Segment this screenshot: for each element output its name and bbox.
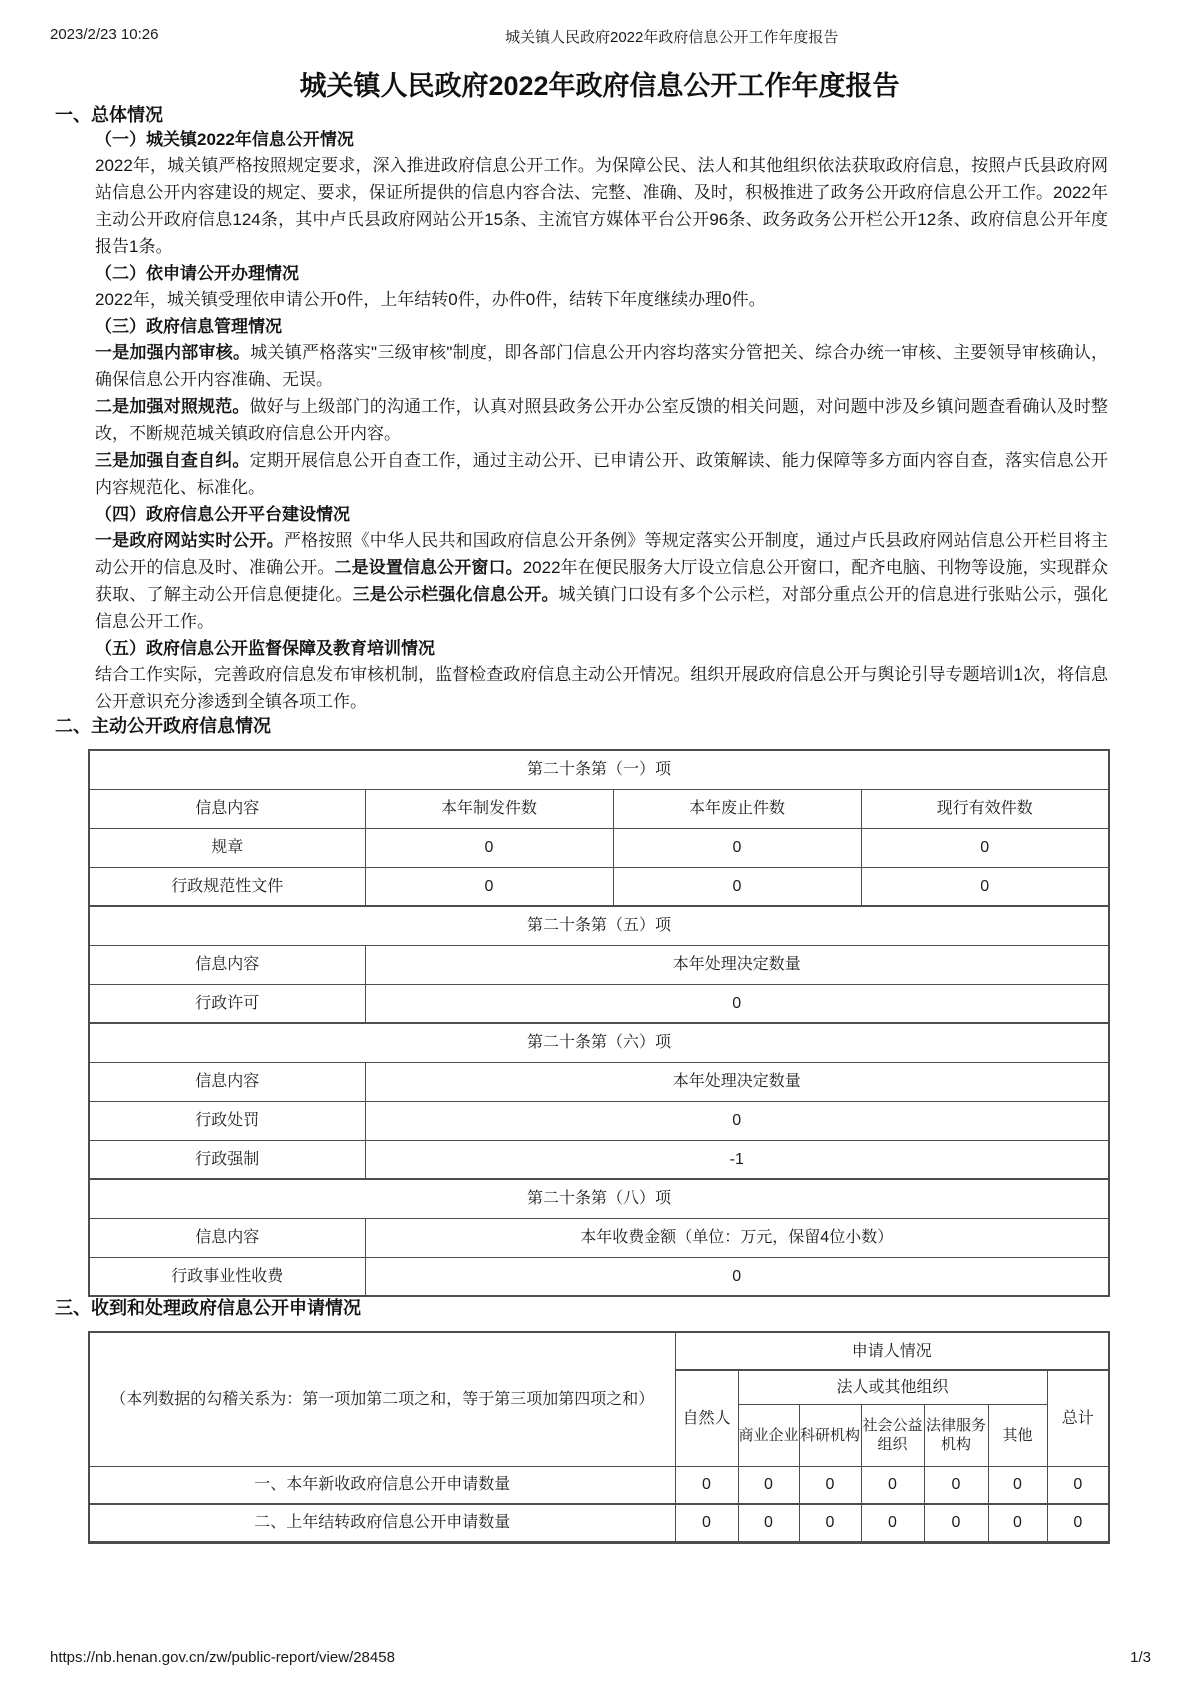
subsection-1-5-heading: （五）政府信息公开监督保障及教育培训情况 [95,639,435,658]
org-column-header-cell: 社会公益组织 [861,1404,924,1466]
row-label-cell: 一、本年新收政府信息公开申请数量 [89,1466,675,1504]
value-cell: 0 [861,1466,924,1504]
lead-in-window: 二是设置信息公开窗口。 [334,558,523,577]
table-row-group-title [89,906,1109,945]
column-header-cell: 本年处理决定数量 [365,1062,1109,1101]
lead-in-bulletin: 三是公示栏强化信息公开。 [352,585,559,604]
print-datetime: 2023/2/23 10:26 [50,26,159,43]
subsection-1-3-heading: （三）政府信息管理情况 [95,317,282,336]
subsection-1-4-heading: （四）政府信息公开平台建设情况 [95,505,350,524]
table-row [89,984,1109,1023]
row-label-cell: 行政强制 [89,1140,365,1179]
table-row [89,1466,1109,1504]
section-2-heading: 二、主动公开政府信息情况 [55,716,271,736]
paragraph-text: 城关镇严格落实"三级审核"制度，即各部门信息公开内容均落实分管把关、综合办统一审核、主要领导审核确认，确保信息公开内容准确、无误。 [95,343,1108,389]
table-row [89,1101,1109,1140]
paragraph-text: 2022年在便民服务大厅设立信息公开窗口，配齐电脑、刊物等设施，实现群众获取、了解主动公开信息便捷化。 [95,558,1109,604]
subsection-1-1-heading: （一）城关镇2022年信息公开情况 [95,130,354,149]
value-cell: 0 [1047,1466,1109,1504]
subsection-1-2-paragraph: 2022年，城关镇受理依申请公开0件，上年结转0件，办件0件，结转下年度继续办理0件。 [95,290,766,309]
subsection-1-2-heading: （二）依申请公开办理情况 [95,264,299,283]
subsection-1-1-paragraph: 2022年，城关镇严格按照规定要求，深入推进政府信息公开工作。为保障公民、法人和其他组织依法获取政府信息，按照卢氏县政府网站信息公开内容建设的规定、要求，保证所提供的信息内容合法、完整、准确、及时，积极推进了政务公开政府信息公开工作。2022年主动公开政府信息124条，其中卢氏县政府网站公开15条、主流官方媒体平台公开96条、政务政务公开栏公开12条、政府信息公开年度报告1条。 [95,156,1108,256]
column-header-cell: 现行有效件数 [861,789,1109,828]
print-header [50,26,1149,46]
org-column-header-cell: 商业企业 [738,1404,799,1466]
value-cell: 0 [675,1466,738,1504]
value-cell: 0 [1047,1504,1109,1542]
section-1-heading: 一、总体情况 [55,105,163,125]
table-row [89,867,1109,906]
value-cell: 0 [799,1466,861,1504]
table-row-header [89,789,1109,828]
subsection-1-4-paragraph [95,527,1108,635]
print-footer [50,1649,1151,1666]
value-cell: 0 [365,828,613,867]
table-row-header [89,1062,1109,1101]
table-row-group-title [89,750,1109,789]
group-title-cell: 第二十条第（六）项 [89,1023,1109,1062]
row-label-cell: 行政处罚 [89,1101,365,1140]
row-label-cell: 行政许可 [89,984,365,1023]
group-title-cell: 第二十条第（八）项 [89,1179,1109,1218]
org-column-header-cell: 法律服务机构 [924,1404,988,1466]
value-cell: 0 [613,867,861,906]
value-cell: 0 [365,867,613,906]
value-cell: -1 [365,1140,1109,1179]
value-cell: 0 [738,1466,799,1504]
document-content [0,104,1199,1544]
paragraph-text: 定期开展信息公开自查工作，通过主动公开、已申请公开、政策解读、能力保障等多方面内容自查，落实信息公开内容规范化、标准化。 [95,451,1109,497]
org-column-header-cell: 其他 [988,1404,1047,1466]
active-disclosure-table [88,749,1110,1297]
table-row [89,1257,1109,1296]
value-cell: 0 [738,1504,799,1542]
column-header-cell: 本年废止件数 [613,789,861,828]
subsection-1-3-paragraph-3 [95,447,1108,501]
value-cell: 0 [861,1504,924,1542]
print-doc-title: 城关镇人民政府2022年政府信息公开工作年度报告 [505,29,839,46]
section-1-body [95,128,1108,715]
table-row-header [89,1332,1109,1370]
value-cell: 0 [988,1504,1047,1542]
row-label-cell: 行政规范性文件 [89,867,365,906]
subsection-1-5-paragraph: 结合工作实际，完善政府信息发布审核机制，监督检查政府信息主动公开情况。组织开展政府信息公开与舆论引导专题培训1次，将信息公开意识充分渗透到全镇各项工作。 [95,665,1108,711]
org-column-header-cell: 科研机构 [799,1404,861,1466]
table-row-group-title [89,1179,1109,1218]
value-cell: 0 [988,1466,1047,1504]
table-row-group-title [89,1023,1109,1062]
applications-table [88,1331,1110,1544]
value-cell: 0 [675,1504,738,1542]
value-cell: 0 [924,1504,988,1542]
applicant-header-cell: 申请人情况 [675,1332,1109,1370]
value-cell: 0 [365,1101,1109,1140]
group-title-cell: 第二十条第（一）项 [89,750,1109,789]
subsection-1-3-paragraph-1 [95,339,1108,393]
table-row [89,1140,1109,1179]
column-header-cell: 信息内容 [89,1218,365,1257]
group-title-cell: 第二十条第（五）项 [89,906,1109,945]
column-header-cell: 本年制发件数 [365,789,613,828]
legal-org-header-cell: 法人或其他组织 [738,1370,1047,1404]
value-cell: 0 [924,1466,988,1504]
table-row-header [89,945,1109,984]
column-header-cell: 信息内容 [89,1062,365,1101]
value-cell: 0 [861,867,1109,906]
table-row [89,828,1109,867]
total-header-cell: 总计 [1047,1370,1109,1466]
lead-in-internal-review: 一是加强内部审核。 [95,343,251,362]
page-number: 1/3 [1130,1649,1151,1666]
lead-in-benchmark: 二是加强对照规范。 [95,397,250,416]
page-title: 城关镇人民政府2022年政府信息公开工作年度报告 [299,71,900,101]
value-cell: 0 [365,1257,1109,1296]
value-cell: 0 [365,984,1109,1023]
lead-in-website: 一是政府网站实时公开。 [95,531,284,550]
column-header-cell: 信息内容 [89,789,365,828]
lead-in-self-check: 三是加强自查自纠。 [95,451,250,470]
value-cell: 0 [799,1504,861,1542]
subsection-1-3-paragraph-2 [95,393,1108,447]
table-row [89,1504,1109,1542]
section-3-heading: 三、收到和处理政府信息公开申请情况 [55,1298,361,1318]
paragraph-text: 做好与上级部门的沟通工作，认真对照县政务公开办公室反馈的相关问题，对问题中涉及乡镇问题查看确认及时整改，不断规范城关镇政府信息公开内容。 [95,397,1109,443]
value-cell: 0 [861,828,1109,867]
column-header-cell: 本年收费金额（单位：万元，保留4位小数） [365,1218,1109,1257]
column-header-cell: 本年处理决定数量 [365,945,1109,984]
row-label-cell: 二、上年结转政府信息公开申请数量 [89,1504,675,1542]
column-header-cell: 信息内容 [89,945,365,984]
value-cell: 0 [613,828,861,867]
paragraph-text: 严格按照《中华人民共和国政府信息公开条例》等规定落实公开制度，通过卢氏县政府网站信息公开栏目将主动公开的信息及时、准确公开。 [95,531,1109,577]
corner-note-cell: （本列数据的勾稽关系为：第一项加第二项之和，等于第三项加第四项之和） [89,1332,675,1466]
table-row-header [89,1218,1109,1257]
paragraph-text: 城关镇门口设有多个公示栏，对部分重点公开的信息进行张贴公示，强化信息公开工作。 [95,585,1109,631]
row-label-cell: 行政事业性收费 [89,1257,365,1296]
row-label-cell: 规章 [89,828,365,867]
natural-person-header-cell: 自然人 [675,1370,738,1466]
source-url: https://nb.henan.gov.cn/zw/public-report/view/28458 [50,1649,395,1666]
